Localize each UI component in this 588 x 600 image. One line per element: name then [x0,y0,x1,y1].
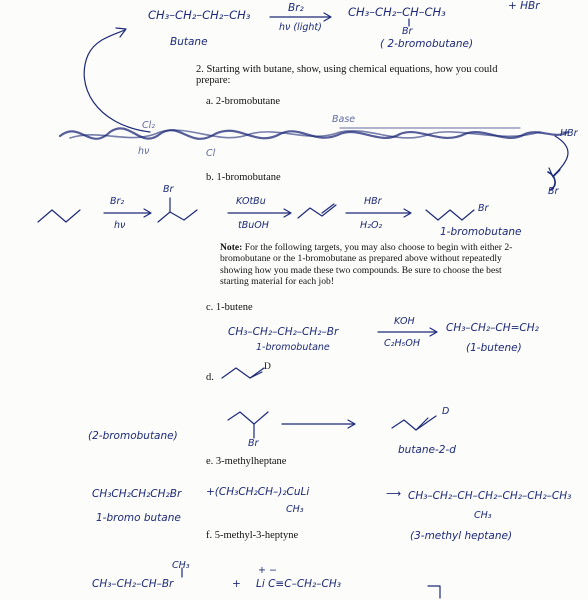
note-label: Note: [220,242,243,253]
b-br-substituent: Br [163,184,174,195]
e-reagent: +(CH₃CH₂CH–)₂CuLi [206,486,310,498]
e-product-name: (3-methyl heptane) [410,530,513,542]
d-br: Br [248,438,259,449]
scribble-cl2: Cl₂ [142,120,156,131]
f-plus: + [232,578,241,590]
e-reagent-ch3: CH₃ [286,504,304,515]
scribble-hv: hν [138,146,150,157]
f-ch3: CH₃ [172,560,190,571]
butane-skeleton [38,210,80,222]
part-d-label: d. [206,372,214,383]
r1-reactant-name: Butane [170,36,208,48]
r1-product-name: ( 2-bromobutane) [380,38,474,50]
scribble-hbr: HBr [560,128,578,139]
question-2-text: 2. Starting with butane, show, using chemical equations, how you could prepare: [196,64,498,86]
e-product-ch3: CH₃ [474,510,492,521]
r1-byproduct: + HBr [508,0,540,12]
scribble-cl: Cl [206,148,216,159]
c-product: CH₃–CH₂–CH=CH₂ [446,322,539,334]
r1-reagent-bottom: hν (light) [279,22,322,33]
c-reactant-name: 1-bromobutane [256,342,330,353]
d-reactant-name: (2-bromobutane) [88,430,178,442]
part-b-label: b. 1-bromobutane [206,172,281,183]
b-br2: Br₂ [110,196,125,207]
e-arrow: ⟶ [386,488,402,500]
r1-product: CH₃–CH₂–CH–CH₃ [348,5,446,19]
b-product-br: Br [478,203,489,214]
r1-reactant: CH₃–CH₂–CH₂–CH₃ [148,8,251,22]
e-reactant-name: 1-bromo butane [96,512,181,524]
scribble-br: Br [548,186,559,197]
note-paragraph [220,242,520,288]
f-reagent: Li C≡C–CH₂–CH₃ [256,578,341,590]
c-product-name: (1-butene) [466,342,522,354]
d-product-name: butane-2-d [398,444,456,456]
f-reactant: CH₃–CH₂–CH–Br [92,578,174,590]
e-product: CH₃–CH₂–CH–CH₂–CH₂–CH₂–CH₃ [408,490,572,502]
b-product-name: 1-bromobutane [440,226,522,238]
r1-product-substituent: Br [402,26,413,37]
part-e-label: e. 3-methylheptane [206,456,287,467]
d-printed-d-label: D [264,362,271,372]
b-hbr: HBr [364,196,382,207]
r1-reagent-top: Br₂ [288,2,304,14]
d-product-d: D [442,406,450,417]
c-solvent: C₂H₅OH [384,338,421,349]
b-tbuoh: tBuOH [238,220,269,231]
part-c-label: c. 1-butene [206,302,253,313]
note-text: For the following targets, you may also choose to begin with either 2-bromobutane or the 1-bromobutane as prepared above without repeatedly showing how you made these two compounds. Be sure to choose the best starting material for each job! [220,242,513,288]
part-f-label: f. 5-methyl-3-heptyne [206,530,299,541]
b-h2o2: H₂O₂ [360,220,383,231]
curved-back-arrow [84,30,150,132]
b-hv: hν [114,220,126,231]
f-charges: + − [258,565,277,576]
e-reactant: CH₃CH₂CH₂CH₂Br [92,488,182,500]
c-koh: KOH [394,316,415,327]
part-a-label: a. 2-bromobutane [206,96,281,107]
c-reactant: CH₃–CH₂–CH₂–CH₂–Br [228,326,339,338]
scribble-base: Base [332,114,356,125]
b-kotbu: KOtBu [236,196,266,207]
